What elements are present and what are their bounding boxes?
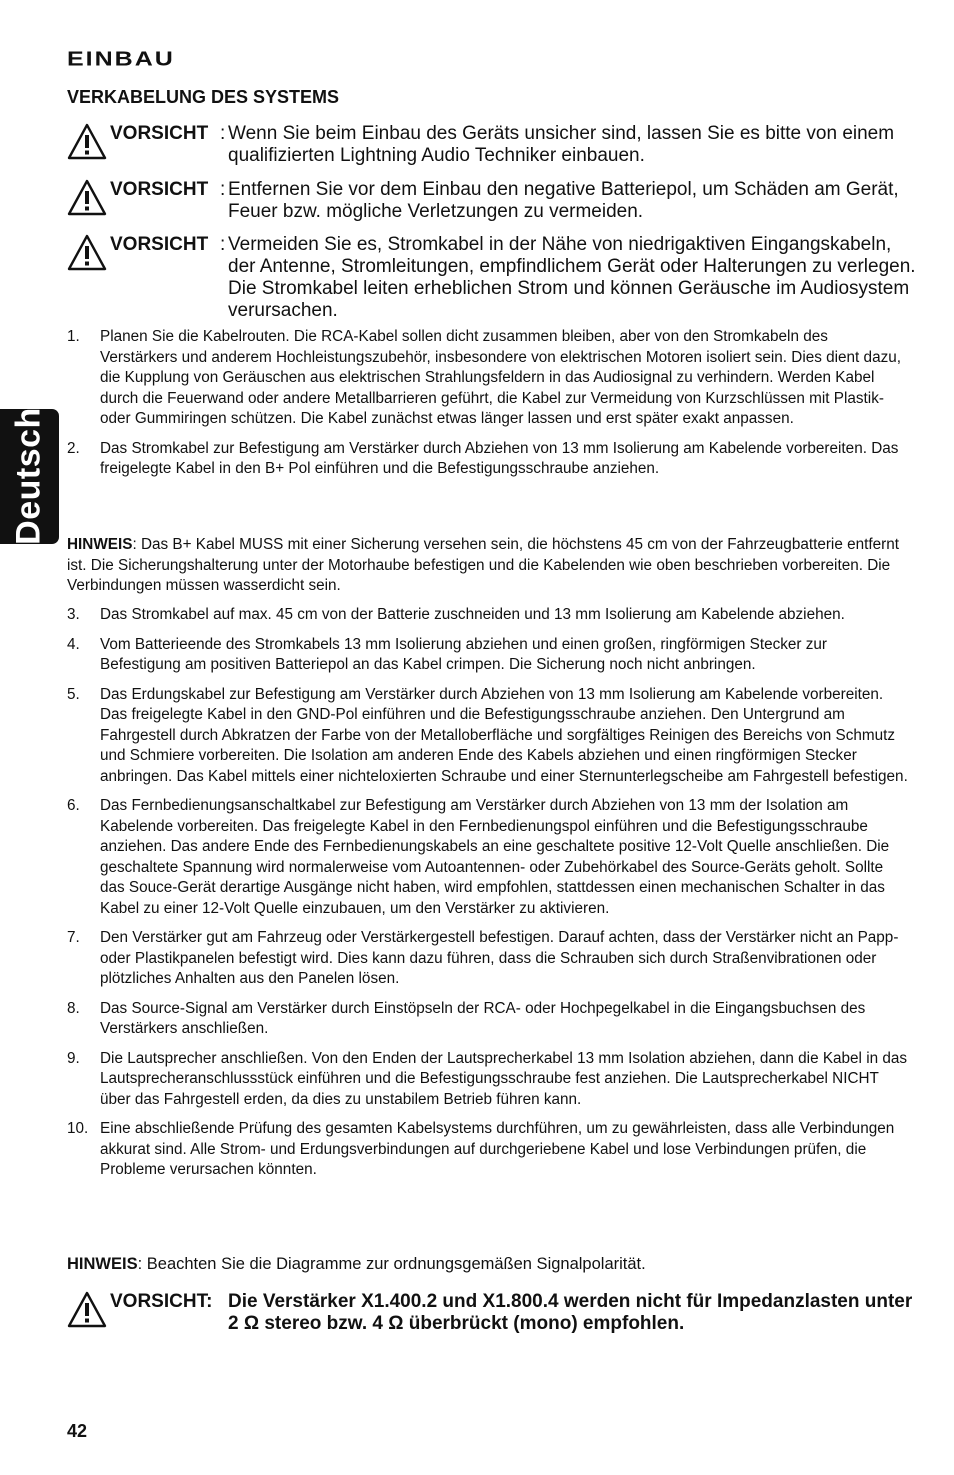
list-item: 8. Das Source-Signal am Verstärker durch Einstöpseln der RCA- oder Hochpegelkabel in die Eingangsbuchsen des Verstärkers anschließen. — [67, 999, 866, 1037]
warning-triangle-icon — [67, 234, 107, 271]
list-item: 2. Das Stromkabel zur Befestigung am Verstärker durch Abziehen von 13 mm Isolierung am Kabelende vorbereiten. Das freigelegte Kabel in den B+ Pol einführen und die Befestigungsschraube anziehen. — [67, 439, 899, 477]
note-fuse: HINWEIS: Das B+ Kabel MUSS mit einer Sicherung versehen sein, die höchstens 45 cm von der Fahrzeugbatterie entfernt ist. Die Sicherungshalterung unter der Motorhaube befestigen und die Kabelenden wie oben beschrieben vorbereiten. Die Verbindungen müssen wasserdicht sein. — [67, 536, 899, 594]
section-logo: EINBAU — [67, 48, 175, 71]
note-text: Beachten Sie die Diagramme zur ordnungsgemäßen Signalpolarität. — [146, 1255, 646, 1273]
note-label: HINWEIS — [67, 1255, 138, 1273]
language-tab-label: Deutsch — [9, 407, 48, 545]
note-polarity: HINWEIS: Beachten Sie die Diagramme zur ordnungsgemäßen Signalpolarität. — [67, 1255, 646, 1273]
list-item: 9. Die Lautsprecher anschließen. Von den Enden der Lautsprecherkabel 13 mm Isolation abziehen, dann die Kabel in das Lautsprecheranschlussstück einführen und die Befestigungsschraube fest anziehen. Die Lautsprecherkabel NICHT über das Fahrgestell erden, da dies zu unstabilem Betrieb führen kann. — [67, 1049, 908, 1108]
caution-final — [67, 1291, 917, 1335]
section-subtitle: VERKABELUNG DES SYSTEMS — [67, 87, 340, 107]
list-item: 5. Das Erdungskabel zur Befestigung am Verstärker durch Abziehen von 13 mm Isolierung am Kabelende vorbereiten. Das freigelegte Kabel in den GND-Pol einführen und die Befestigungsschraube anziehen. Den Untergrund am Fahrgestell durch Abkratzen der Farbe von der Metalloberfläche und sorgfältiges Reinigen des Bereichs von Schmutz und Schmiere vorbereiten. Die Isolation am anderen Ende des Kabels abziehen und einen ringförmigen Stecker anbringen. Das Kabel mittels einer nichteloxierten Schraube und einer Sternunterlegscheibe am Fahrgestell befestigen. — [67, 685, 908, 785]
caution-1 — [67, 123, 917, 167]
note-label: HINWEIS — [67, 536, 133, 553]
steps-list-a — [67, 327, 909, 480]
caution-label: VORSICHT — [110, 179, 209, 200]
steps-list-b — [67, 605, 909, 1181]
caution-3 — [67, 234, 917, 322]
caution-text: Die Verstärker X1.400.2 und X1.800.4 werden nicht für Impedanzlasten unter 2 Ω stereo bzw. 4 Ω überbrückt (mono) empfohlen. — [228, 1291, 913, 1334]
list-item: 1. Planen Sie die Kabelrouten. Die RCA-Kabel sollen dicht zusammen bleiben, aber von den Stromkabeln des Verstärkers und anderem Hochleistungszubehör, insbesondere von elektrischen Motoren isoliert sein. Dies dient dazu, die Kupplung von Geräuschen aus elektrischen Strahlungsfeldern in das Audiosignal zu verhindern. Werden Kabel durch die Feuerwand oder andere Metallbarrieren geführt, die Kabel zur Vermeidung von Kurzschlüssen mit Plastik- oder Gummiringen schützen. Die Kabel zunächst etwas länger lassen und erst später exakt anpassen. — [67, 328, 901, 427]
list-item: 6. Das Fernbedienungsanschaltkabel zur Befestigung am Verstärker durch Abziehen von 13 mm der Isolation am Kabelende vorbereiten. Das freigelegte Kabel in den Fernbedienungspol einführen und die Befestigungsschraube anziehen. Das andere Ende des Fernbedienungskabels an eine geschaltete positive 12-Volt Quelle anschließen. Die geschaltete Spannung wird normalerweise vom Autoantennen- oder Zubehörkabel des Source-Geräts geholt. Sollte das Souce-Gerät derartige Ausgänge nicht haben, wird empfohlen, stattdessen einen mechanischen Schalter in das Kabel zu einer 12-Volt Quelle einzubauen, um den Verstärker zu aktivieren. — [67, 797, 890, 917]
language-tab — [0, 409, 59, 544]
caution-2 — [67, 179, 917, 223]
list-item: 10. Eine abschließende Prüfung des gesamten Kabelsystems durchführen, um zu gewährleisten, dass alle Verbindungen akkurat sind. Alle Strom- und Erdungsverbindungen auf durchgeriebene Kabel und lose Verbindungen prüfen, die Probleme verursachen könnten. — [67, 1120, 895, 1178]
note-text: Das B+ Kabel MUSS mit einer Sicherung versehen sein, die höchstens 45 cm von der Fahrzeugbatterie entfernt ist. Die Sicherungshalterung unter der Motorhaube befestigen und die Kabelenden wie oben beschrieben vorbereiten. Die Verbindungen müssen wasserdicht sein. — [67, 536, 899, 594]
list-item: 3. Das Stromkabel auf max. 45 cm von der Batterie zuschneiden und 13 mm Isolierung am Kabelende abziehen. — [67, 606, 845, 623]
page-number: 42 — [67, 1421, 88, 1441]
warning-triangle-icon — [67, 1291, 107, 1328]
caution-label: VORSICHT: — [110, 1291, 213, 1312]
warning-triangle-icon — [67, 179, 107, 216]
caution-text: : Vermeiden Sie es, Stromkabel in der Nähe von niedrigaktiven Eingangskabeln, der Antenne, Stromleitungen, empfindlichem Gerät oder Halterungen zu verlegen. Die Stromkabel leiten erheblichen Strom und können Geräusche im Audiosystem verursachen. — [220, 234, 916, 321]
warning-triangle-icon — [67, 123, 107, 160]
caution-label: VORSICHT — [110, 123, 209, 144]
caution-text: : Entfernen Sie vor dem Einbau den negative Batteriepol, um Schäden am Gerät, Feuer bzw. mögliche Verletzungen zu vermeiden. — [220, 179, 899, 222]
caution-label: VORSICHT — [110, 234, 209, 255]
caution-text: : Wenn Sie beim Einbau des Geräts unsicher sind, lassen Sie es bitte von einem qualifizierten Lightning Audio Techniker einbauen. — [220, 123, 895, 166]
list-item: 4. Vom Batterieende des Stromkabels 13 mm Isolierung abziehen und einen großen, ringförmigen Stecker zur Befestigung am positiven Batteriepol an das Kabel crimpen. Die Sicherung noch nicht anbringen. — [67, 635, 827, 673]
list-item: 7. Den Verstärker gut am Fahrzeug oder Verstärkergestell befestigen. Darauf achten, dass der Verstärker nicht an Papp- oder Plastikpanelen befestigt wird. Dies kann dazu führen, dass die Schrauben sich durch Straßenvibrationen oder plötzliches Anhalten aus den Panelen lösen. — [67, 929, 899, 987]
